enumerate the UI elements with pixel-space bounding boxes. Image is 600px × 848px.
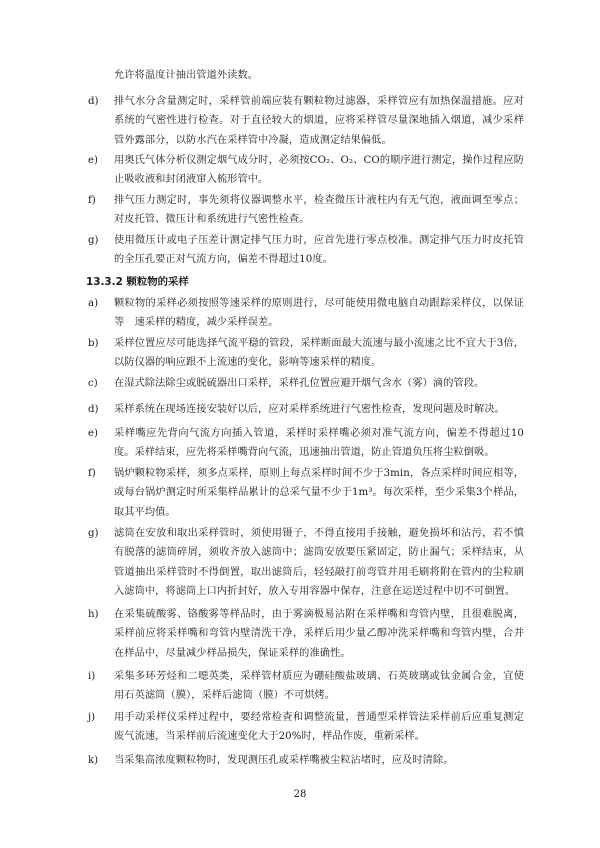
section-heading: 13.3.2 颗粒物的采样 <box>86 276 189 288</box>
list-item <box>88 92 524 150</box>
list-item-label: f) <box>88 195 96 206</box>
list-item-text: 锅炉颗粒物采样，须多点采样，原则上每点采样时间不少于3min，各点采样时间应相等，或每台锅炉测定时所采集样品累计的总采气量不少于1m³。每次采样，至少采集3个样品，取其平均值。 <box>114 468 524 518</box>
list-item-text: 用手动采样仪采样过程中，要经常检查和调整流量，普通型采样管法采样前后应重复测定废气流速，当采样前后流速变化大于20%时，样品作废，重新采样。 <box>114 712 524 743</box>
list-item <box>88 524 524 601</box>
list-item-label: i) <box>88 671 96 682</box>
list-item <box>88 424 524 463</box>
list-item-text: 在湿式除法除尘或脱硫器出口采样，采样孔位置应避开烟气含水（雾）滴的管段。 <box>114 378 485 389</box>
list-item <box>88 605 524 663</box>
list-item-text: 采样系统在现场连接安装好以后，应对采样系统进行气密性检查，发现问题及时解决。 <box>114 404 505 415</box>
list-item-label: h) <box>88 609 99 620</box>
page-number: 28 <box>293 789 307 800</box>
list-item-label: a) <box>88 298 99 309</box>
list-item <box>88 231 524 270</box>
list-item-label: c) <box>88 378 98 389</box>
list-item <box>88 374 524 393</box>
list-item-text: 用奥氏气体分析仪测定烟气成分时，必须按CO₂、O₂、CO的顺序进行测定，操作过程应防止吸收液和封闭液窜入梳形管中。 <box>114 155 524 186</box>
continuation-text: 允许将温度计抽出管道外读数。 <box>114 70 259 81</box>
list-item-text: 颗粒物的采样必须按照等速采样的原则进行，尽可能使用微电脑自动跟踪采样仪，以保证等 速采样的精度，减少采样误差。 <box>114 298 524 329</box>
list-item <box>88 464 524 522</box>
list-item-label: k) <box>88 755 99 766</box>
list-item-text: 滤筒在安放和取出采样管时，须使用镊子，不得直接用手接触，避免损坏和沾污，若不慎有脱落的滤筒碎屑，须收齐放入滤筒中；滤筒安放要压紧固定，防止漏气；采样结束，从管道抽出采样管时不得倒置，取出滤筒后，轻轻敲打前弯管并用毛刷将附在管内的尘粒刷入滤筒中，将滤筒上口内折封好，放入专用容器中保存，注意在运送过程中切不可倒置。 <box>114 528 524 597</box>
list-item-label: j) <box>88 712 96 723</box>
list-item <box>88 667 524 706</box>
list-item <box>88 151 524 190</box>
list-item-label: f) <box>88 468 96 479</box>
list-item-text: 当采集高浓度颗粒物时，发现测压孔或采样嘴被尘粒沾堵时，应及时清除。 <box>114 755 454 766</box>
list-item <box>88 294 524 333</box>
list-item <box>88 191 524 230</box>
list-item <box>88 708 524 747</box>
list-item-text: 排气水分含量测定时，采样管前端应装有颗粒物过滤器，采样管应有加热保温措施。应对系统的气密性进行检查。对于直径较大的烟道，应将采样管尽量深地插入烟道，减少采样管外露部分，以防水汽在采样管中冷凝，造成测定结果偏低。 <box>114 96 524 146</box>
list-item-text: 采样位置应尽可能选择气流平稳的管段，采样断面最大流速与最小流速之比不宜大于3倍，以防仪器的响应跟不上流速的变化，影响等速采样的精度。 <box>114 338 524 369</box>
list-item-text: 采集多环芳烃和二噁英类，采样管材质应为硼硅酸盐玻璃、石英玻璃或钛金属合金，宜使用石英滤筒（膜），采样后滤筒（膜）不可烘烤。 <box>114 671 524 702</box>
list-item <box>88 400 524 419</box>
list-item <box>88 751 524 770</box>
list-item-label: g) <box>88 235 99 246</box>
list-item-label: b) <box>88 338 99 349</box>
list-item-text: 排气压力测定时，事先须将仪器调整水平，检查微压计液柱内有无气泡，液面调至零点；对皮托管、微压计和系统进行气密性检查。 <box>114 195 524 226</box>
list-item-label: e) <box>88 428 99 439</box>
list-item-label: d) <box>88 96 99 107</box>
list-item <box>88 334 524 373</box>
list-item-text: 采样嘴应先背向气流方向插入管道，采样时采样嘴必须对准气流方向，偏差不得超过10度。采样结束，应先将采样嘴背向气流，迅速抽出管道，防止管道负压将尘粒倒吸。 <box>114 428 524 459</box>
list-item-text: 在采集硫酸雾、铬酸雾等样品时，由于雾滴极易沾附在采样嘴和弯管内壁，且很难脱离，采样前应将采样嘴和弯管内壁清洗干净，采样后用少量乙醇冲洗采样嘴和弯管内壁，合并在样品中，尽量减少样品损失，保证采样的准确性。 <box>114 609 524 659</box>
list-item-text: 使用微压计或电子压差计测定排气压力时，应首先进行零点校准。测定排气压力时皮托管的全压孔要正对气流方向，偏差不得超过10度。 <box>114 235 524 266</box>
list-item-label: d) <box>88 404 99 415</box>
list-item-label: e) <box>88 155 99 166</box>
list-item-label: g) <box>88 528 99 539</box>
